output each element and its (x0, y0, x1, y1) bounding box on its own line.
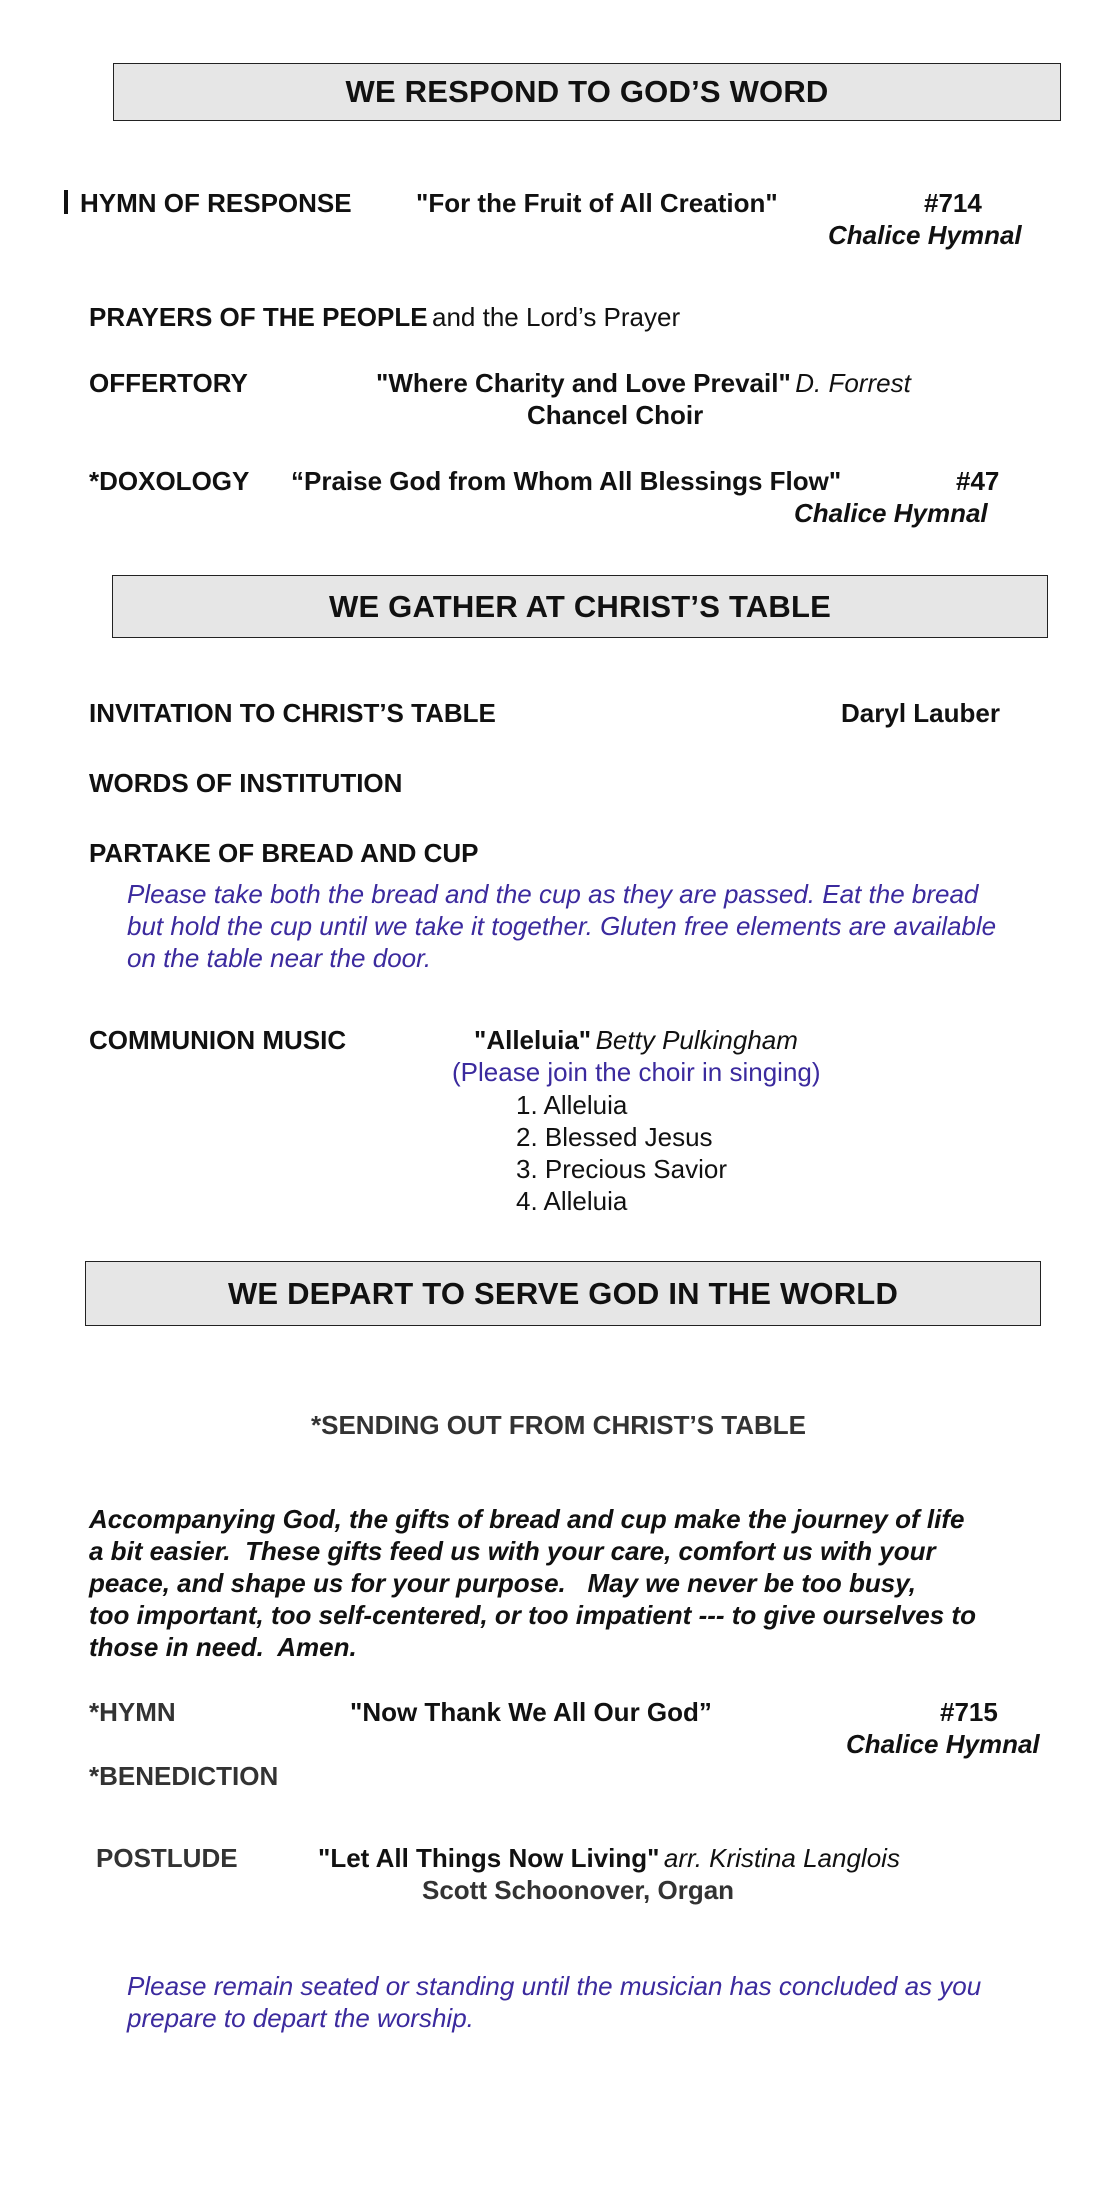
invitation-leader: Daryl Lauber (841, 698, 1000, 728)
communion-piece (474, 1025, 798, 1056)
instruction-line: Please take both the bread and the cup as they are passed. Eat the bread (127, 879, 979, 909)
section-title: WE RESPOND TO GOD’S WORD (345, 74, 829, 109)
closing-note-line: prepare to depart the worship. (127, 2003, 474, 2033)
verse-item: 1. Alleluia (516, 1090, 628, 1120)
doxology-hymnal: Chalice Hymnal (794, 498, 988, 528)
hymn-hymnal: Chalice Hymnal (846, 1729, 1040, 1759)
postlude-title: "Let All Things Now Living" (318, 1843, 660, 1873)
closing-note-line: Please remain seated or standing until the musician has concluded as you (127, 1971, 982, 2001)
prayers-of-the-people (89, 302, 680, 333)
hymn-number: #714 (924, 188, 982, 218)
hymn-number: #715 (940, 1697, 998, 1727)
section-header-depart (85, 1261, 1041, 1326)
verse-item: 3. Precious Savior (516, 1154, 727, 1184)
prayers-suffix: and the Lord’s Prayer (432, 302, 681, 332)
doxology-label: *DOXOLOGY (89, 466, 250, 496)
section-header-gather (112, 575, 1048, 638)
offertory-composer: D. Forrest (795, 368, 911, 398)
postlude-piece (318, 1843, 900, 1874)
offertory-title: "Where Charity and Love Prevail" (376, 368, 791, 398)
communion-note: (Please join the choir in singing) (452, 1057, 821, 1087)
partake-instructions (127, 878, 996, 974)
verse-item: 2. Blessed Jesus (516, 1122, 713, 1152)
communion-title: "Alleluia" (474, 1025, 592, 1055)
section-header-respond (113, 63, 1061, 121)
doxology-title: “Praise God from Whom All Blessings Flow" (291, 466, 842, 496)
closing-note (127, 1970, 981, 2034)
instruction-line: on the table near the door. (127, 943, 432, 973)
prayer-line: too important, too self-centered, or too impatient --- to give ourselves to (89, 1600, 976, 1630)
hymnal-name: Chalice Hymnal (828, 220, 1022, 250)
communion-music-label: COMMUNION MUSIC (89, 1025, 347, 1055)
benediction-label: *BENEDICTION (89, 1761, 279, 1791)
prayers-label: PRAYERS OF THE PEOPLE (89, 302, 428, 332)
prayer-line: peace, and shape us for your purpose. May we never be too busy, (89, 1568, 916, 1598)
communion-composer: Betty Pulkingham (595, 1025, 798, 1055)
offertory-label: OFFERTORY (89, 368, 248, 398)
invitation-label: INVITATION TO CHRIST’S TABLE (89, 698, 496, 728)
margin-mark (64, 190, 68, 214)
instruction-line: but hold the cup until we take it together. Gluten free elements are available (127, 911, 997, 941)
verse-item: 4. Alleluia (516, 1186, 628, 1216)
hymn-of-response-label: HYMN OF RESPONSE (80, 188, 352, 218)
section-title: WE GATHER AT CHRIST’S TABLE (329, 588, 831, 624)
prayer-line: Accompanying God, the gifts of bread and cup make the journey of life (89, 1504, 965, 1534)
communion-verses (516, 1089, 727, 1217)
offertory-piece (376, 368, 911, 399)
sending-out-label: *SENDING OUT FROM CHRIST’S TABLE (311, 1410, 806, 1440)
postlude-arranger: arr. Kristina Langlois (663, 1843, 900, 1873)
partake-label: PARTAKE OF BREAD AND CUP (89, 838, 479, 868)
words-of-institution-label: WORDS OF INSTITUTION (89, 768, 403, 798)
section-title: WE DEPART TO SERVE GOD IN THE WORLD (227, 1275, 899, 1311)
prayer-line: those in need. Amen. (89, 1632, 357, 1662)
hymn-title: "Now Thank We All Our God” (350, 1697, 712, 1727)
doxology-number: #47 (956, 466, 1000, 496)
prayer-line: a bit easier. These gifts feed us with your care, comfort us with your (89, 1536, 936, 1566)
hymn-of-response-title: "For the Fruit of All Creation" (416, 188, 778, 218)
sending-out-prayer (89, 1503, 976, 1663)
postlude-label: POSTLUDE (96, 1843, 238, 1873)
hymn-label: *HYMN (89, 1697, 176, 1727)
offertory-performer: Chancel Choir (527, 400, 704, 430)
postlude-performer: Scott Schoonover, Organ (422, 1875, 735, 1905)
